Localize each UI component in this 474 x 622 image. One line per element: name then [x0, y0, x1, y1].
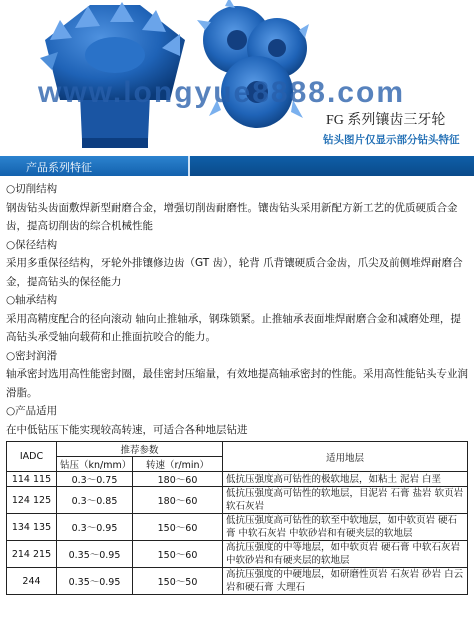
table-row	[7, 472, 468, 487]
section-cutting	[6, 180, 468, 236]
section-application	[6, 402, 468, 439]
tricone-bit-right-image	[195, 0, 315, 140]
cell-iadc: 214 215	[7, 541, 57, 568]
header-pressure: 钻压（kn/mm）	[57, 457, 133, 472]
section-body: 采用高精度配合的径向滚动 轴向止推轴承，钢珠锁紧。止推轴承表面堆焊耐磨合金和减磨处理，提高钻头承受轴向载荷和止推面抗咬合的能力。	[6, 312, 461, 343]
section-title: ○产品适用	[6, 405, 58, 417]
cell-pressure: 0.3～0.95	[57, 514, 133, 541]
cell-speed: 180～60	[133, 472, 223, 487]
watermark-url: www.longyue8888.com	[38, 76, 405, 109]
cell-iadc: 244	[7, 568, 57, 595]
section-title: ○保径结构	[6, 238, 58, 251]
header-speed: 转速（r/min）	[133, 457, 223, 472]
product-image	[0, 0, 474, 152]
cell-iadc: 124 125	[7, 487, 57, 514]
header-iadc: IADC	[7, 442, 57, 472]
header-formation: 适用地层	[223, 442, 468, 472]
cell-formation: 低抗压强度高可钻性的软地层，目泥岩 石膏 盐岩 软页岩 软石灰岩	[223, 487, 468, 514]
section-bearing	[6, 291, 468, 347]
section-body: 在中低钻压下能实现较高转速，可适合各种地层钻进	[6, 423, 248, 436]
cell-formation: 高抗压强度的中硬地层，如研磨性页岩 石灰岩 砂岩 白云岩和硬石膏 大理石	[223, 568, 468, 595]
table-row	[7, 568, 468, 595]
section-body: 轴承密封选用高性能密封圈，最佳密封压缩量，有效地提高轴承密封的性能。采用高性能钻头专业润滑脂。	[6, 368, 468, 399]
cell-iadc: 114 115	[7, 472, 57, 487]
section-seal	[6, 347, 468, 403]
table-row	[7, 541, 468, 568]
tricone-bit-left-image	[30, 0, 200, 150]
cell-formation: 低抗压强度高可钻性的极软地层，如粘土 泥岩 白垩	[223, 472, 468, 487]
cell-formation: 低抗压强度高可钻性的软至中软地层，如中软页岩 硬石膏 中软石灰岩 中软砂岩和有硬夹层的软地层	[223, 514, 468, 541]
section-title: ○切削结构	[6, 183, 58, 195]
table-row	[7, 487, 468, 514]
section-title: ○密封润滑	[6, 349, 58, 362]
cell-pressure: 0.3～0.85	[57, 487, 133, 514]
banner-tab	[0, 156, 190, 176]
cell-speed: 150～60	[133, 541, 223, 568]
section-gauge	[6, 236, 468, 292]
cell-pressure: 0.3～0.75	[57, 472, 133, 487]
cell-pressure: 0.35～0.95	[57, 541, 133, 568]
cell-speed: 180～60	[133, 487, 223, 514]
section-body: 钢齿钻头齿面敷焊新型耐磨合金，增强切削齿耐磨性。镶齿钻头采用新配方新工艺的优质硬质合金齿，提高切削齿的综合机械性能	[6, 201, 458, 232]
section-title: ○轴承结构	[6, 294, 58, 306]
cell-speed: 150～60	[133, 514, 223, 541]
section-body: 采用多重保径结构，牙轮外排镶修边齿（GT 齿），轮背 爪背镶硬质合金齿，爪尖及前侧堆焊耐磨合金，提高钻头的保径能力	[6, 257, 463, 288]
section-banner	[0, 156, 474, 176]
model-note: 钻头图片仅显示部分钻头特征	[323, 134, 460, 146]
cell-formation: 高抗压强度的中等地层，如中软页岩 硬石膏 中软石灰岩 中软砂岩和有硬夹层的软地层	[223, 541, 468, 568]
banner-label: 产品系列特征	[26, 161, 92, 174]
model-title: FG 系列镶齿三牙轮	[326, 113, 446, 128]
spec-table	[6, 441, 468, 595]
cell-pressure: 0.35～0.95	[57, 568, 133, 595]
features-list	[6, 180, 468, 439]
cell-speed: 150～50	[133, 568, 223, 595]
cell-iadc: 134 135	[7, 514, 57, 541]
header-params: 推荐参数	[57, 442, 223, 457]
table-row	[7, 514, 468, 541]
